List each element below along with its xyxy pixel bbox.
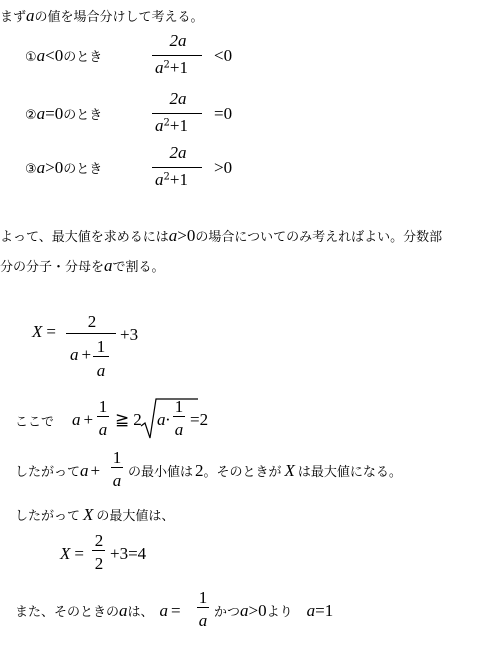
final-a4: a xyxy=(306,601,316,620)
shitagatte2-post: の最大値は、 xyxy=(96,509,175,524)
case-2-var: a xyxy=(36,104,46,123)
koko-root-a xyxy=(157,411,170,429)
final-frac-bar xyxy=(197,607,209,608)
final-a1: a xyxy=(119,601,128,620)
eqX-den-a xyxy=(70,346,91,364)
eqX-inner-den-text: a xyxy=(96,361,106,380)
case-3-condition xyxy=(25,158,102,177)
shitagatte1-plus: + xyxy=(90,461,101,480)
eqMax-lhs xyxy=(60,545,84,563)
shitagatte1-X: X xyxy=(284,461,295,480)
eqMax-num-text: 2 xyxy=(94,531,104,550)
shitagatte1-pre: したがって xyxy=(15,465,81,480)
case-3-result xyxy=(214,159,232,177)
eqMax-bar xyxy=(92,550,105,551)
para-l2-pre: 分の分子・分母を xyxy=(0,260,105,275)
eqMax-num xyxy=(91,532,107,550)
eqX-inner-bar xyxy=(93,356,109,357)
koko-root-num-text: 1 xyxy=(174,397,184,416)
eqX-num-text: 2 xyxy=(87,312,97,331)
final-ans: =1 xyxy=(315,601,334,620)
para-l1-post: の場合についてのみ考えればよい。分数部 xyxy=(195,230,443,245)
case-2-den-exp: 2 xyxy=(163,117,170,129)
eqX-tail xyxy=(120,326,138,344)
paragraph-line-1 xyxy=(0,226,442,245)
case-2-numerator: 2a xyxy=(169,89,187,108)
case-2-denominator xyxy=(155,117,188,135)
eqX-numerator xyxy=(66,313,118,331)
koko-rhs xyxy=(190,411,208,429)
final-fden: a xyxy=(198,611,208,630)
eqX-den-a-text: a xyxy=(70,345,79,364)
koko-a-plus xyxy=(72,411,93,429)
shitagatte2-X: X xyxy=(83,505,94,524)
final-yori: より xyxy=(266,605,293,620)
case-1-rel: <0 xyxy=(45,46,64,65)
case-2-condition xyxy=(25,104,102,123)
shitagatte2-line xyxy=(15,505,174,524)
koko-frac-bar xyxy=(97,416,109,417)
shitagatte1-frac-bar xyxy=(111,467,123,468)
case-1-marker: ① xyxy=(25,50,37,65)
eqX-lhs-var: X xyxy=(32,322,43,341)
final-a3: a xyxy=(240,601,249,620)
case-3-fraction xyxy=(152,144,204,161)
case-3-marker: ③ xyxy=(25,162,37,177)
eqMax-tail-text: +3=4 xyxy=(110,544,147,563)
koko-root-num xyxy=(172,398,186,416)
case-2-den-var: a xyxy=(155,116,164,135)
shitagatte1-rest xyxy=(128,461,402,480)
eqX-den-plus: + xyxy=(81,345,92,364)
shitagatte1-frac-den xyxy=(110,472,124,490)
koko-geq-text: ≧ xyxy=(115,410,130,429)
koko-root-den xyxy=(172,421,186,439)
shitagatte1-mid: の最小値は xyxy=(128,465,194,480)
para-l2-post: で割る。 xyxy=(112,260,165,275)
para-l1-pre: よって、最大値を求めるには xyxy=(0,230,169,245)
case-2-tail: のとき xyxy=(63,108,103,123)
koko-label xyxy=(15,411,54,430)
shitagatte1-fden: a xyxy=(112,471,122,490)
shitagatte1-post1: 。そのときが xyxy=(203,465,282,480)
eqX-inner-den xyxy=(92,362,110,380)
intro-post: の値を場合分けして考える。 xyxy=(34,10,204,25)
eqX-inner-num xyxy=(92,338,110,356)
shitagatte1-frac-num xyxy=(110,449,124,467)
koko-fnum: 1 xyxy=(98,397,108,416)
case-1-result-text: <0 xyxy=(214,46,233,65)
koko-fden: a xyxy=(98,420,108,439)
case-1-fraction-bar xyxy=(152,55,202,56)
case-2-result xyxy=(214,105,232,123)
case-3-den-exp: 2 xyxy=(163,171,170,183)
final-line-left xyxy=(15,601,181,620)
final-line-right xyxy=(214,601,333,620)
eqX-lhs xyxy=(32,323,56,341)
eqX-inner-num-text: 1 xyxy=(96,337,106,356)
case-1-den-var: a xyxy=(155,58,164,77)
case-2-marker: ② xyxy=(25,108,37,123)
case-3-fraction-bar xyxy=(152,167,202,168)
final-rel: >0 xyxy=(248,601,267,620)
koko-frac-den xyxy=(96,421,110,439)
shitagatte1-post2: は最大値になる。 xyxy=(297,465,402,480)
case-1-den-exp: 2 xyxy=(163,59,170,71)
case-1-den-tail: +1 xyxy=(169,58,188,77)
final-mid: は、 xyxy=(127,605,154,620)
case-1-condition xyxy=(25,46,102,65)
koko-rhs-text: =2 xyxy=(190,410,209,429)
koko-geq xyxy=(115,411,142,429)
case-1-fraction xyxy=(152,32,204,49)
case-2-fraction xyxy=(152,90,204,107)
koko-root-a-text: a· xyxy=(157,410,170,429)
case-3-result-text: >0 xyxy=(214,158,233,177)
case-2-result-text: =0 xyxy=(214,104,233,123)
final-fnum: 1 xyxy=(198,588,208,607)
eqMax-den xyxy=(91,555,107,573)
case-1-denominator xyxy=(155,59,188,77)
case-2-rel: =0 xyxy=(45,104,64,123)
koko-frac-num xyxy=(96,398,110,416)
eqMax-eq: = xyxy=(74,544,84,563)
intro-var: a xyxy=(26,6,35,25)
case-3-tail: のとき xyxy=(63,162,103,177)
koko-a: a xyxy=(72,410,81,429)
paragraph-line-2 xyxy=(0,256,165,275)
case-3-denominator xyxy=(155,171,188,189)
case-3-den-var: a xyxy=(155,170,164,189)
koko-label-text: ここで xyxy=(15,415,55,430)
case-1-tail: のとき xyxy=(63,50,103,65)
final-frac-num xyxy=(196,589,210,607)
para-l1-rel: >0 xyxy=(177,226,196,245)
para-l2-var: a xyxy=(104,256,113,275)
eqX-tail-text: +3 xyxy=(120,325,139,344)
koko-root-bar xyxy=(173,416,185,417)
final-a2: a xyxy=(159,601,169,620)
final-pre: また、そのときの xyxy=(15,605,120,620)
shitagatte1-fnum: 1 xyxy=(112,448,122,467)
case-3-numerator: 2a xyxy=(169,143,187,162)
shitagatte1-line xyxy=(15,461,100,480)
final-eq: = xyxy=(171,601,181,620)
case-3-var: a xyxy=(36,158,46,177)
case-3-rel: >0 xyxy=(45,158,64,177)
case-3-den-tail: +1 xyxy=(169,170,188,189)
koko-two: 2 xyxy=(133,410,142,429)
eqX-main-bar xyxy=(66,333,116,334)
shitagatte2-pre: したがって xyxy=(15,509,81,524)
case-1-var: a xyxy=(36,46,46,65)
shitagatte1-val: 2 xyxy=(195,461,204,480)
final-frac-den xyxy=(196,612,210,630)
shitagatte1-a: a xyxy=(80,461,89,480)
eqX-eq: = xyxy=(46,322,56,341)
final-katsu: かつ xyxy=(214,605,241,620)
para-l1-var: a xyxy=(168,226,178,245)
eqMax-den-text: 2 xyxy=(94,554,104,573)
koko-root-den-text: a xyxy=(174,420,184,439)
eqMax-tail xyxy=(110,545,146,563)
case-1-numerator: 2a xyxy=(169,31,187,50)
koko-plus: + xyxy=(83,410,94,429)
intro-line xyxy=(0,6,204,25)
intro-pre: まず xyxy=(0,10,27,25)
case-2-den-tail: +1 xyxy=(169,116,188,135)
eqMax-lhs-var: X xyxy=(60,544,71,563)
case-2-fraction-bar xyxy=(152,113,202,114)
case-1-result xyxy=(214,47,232,65)
